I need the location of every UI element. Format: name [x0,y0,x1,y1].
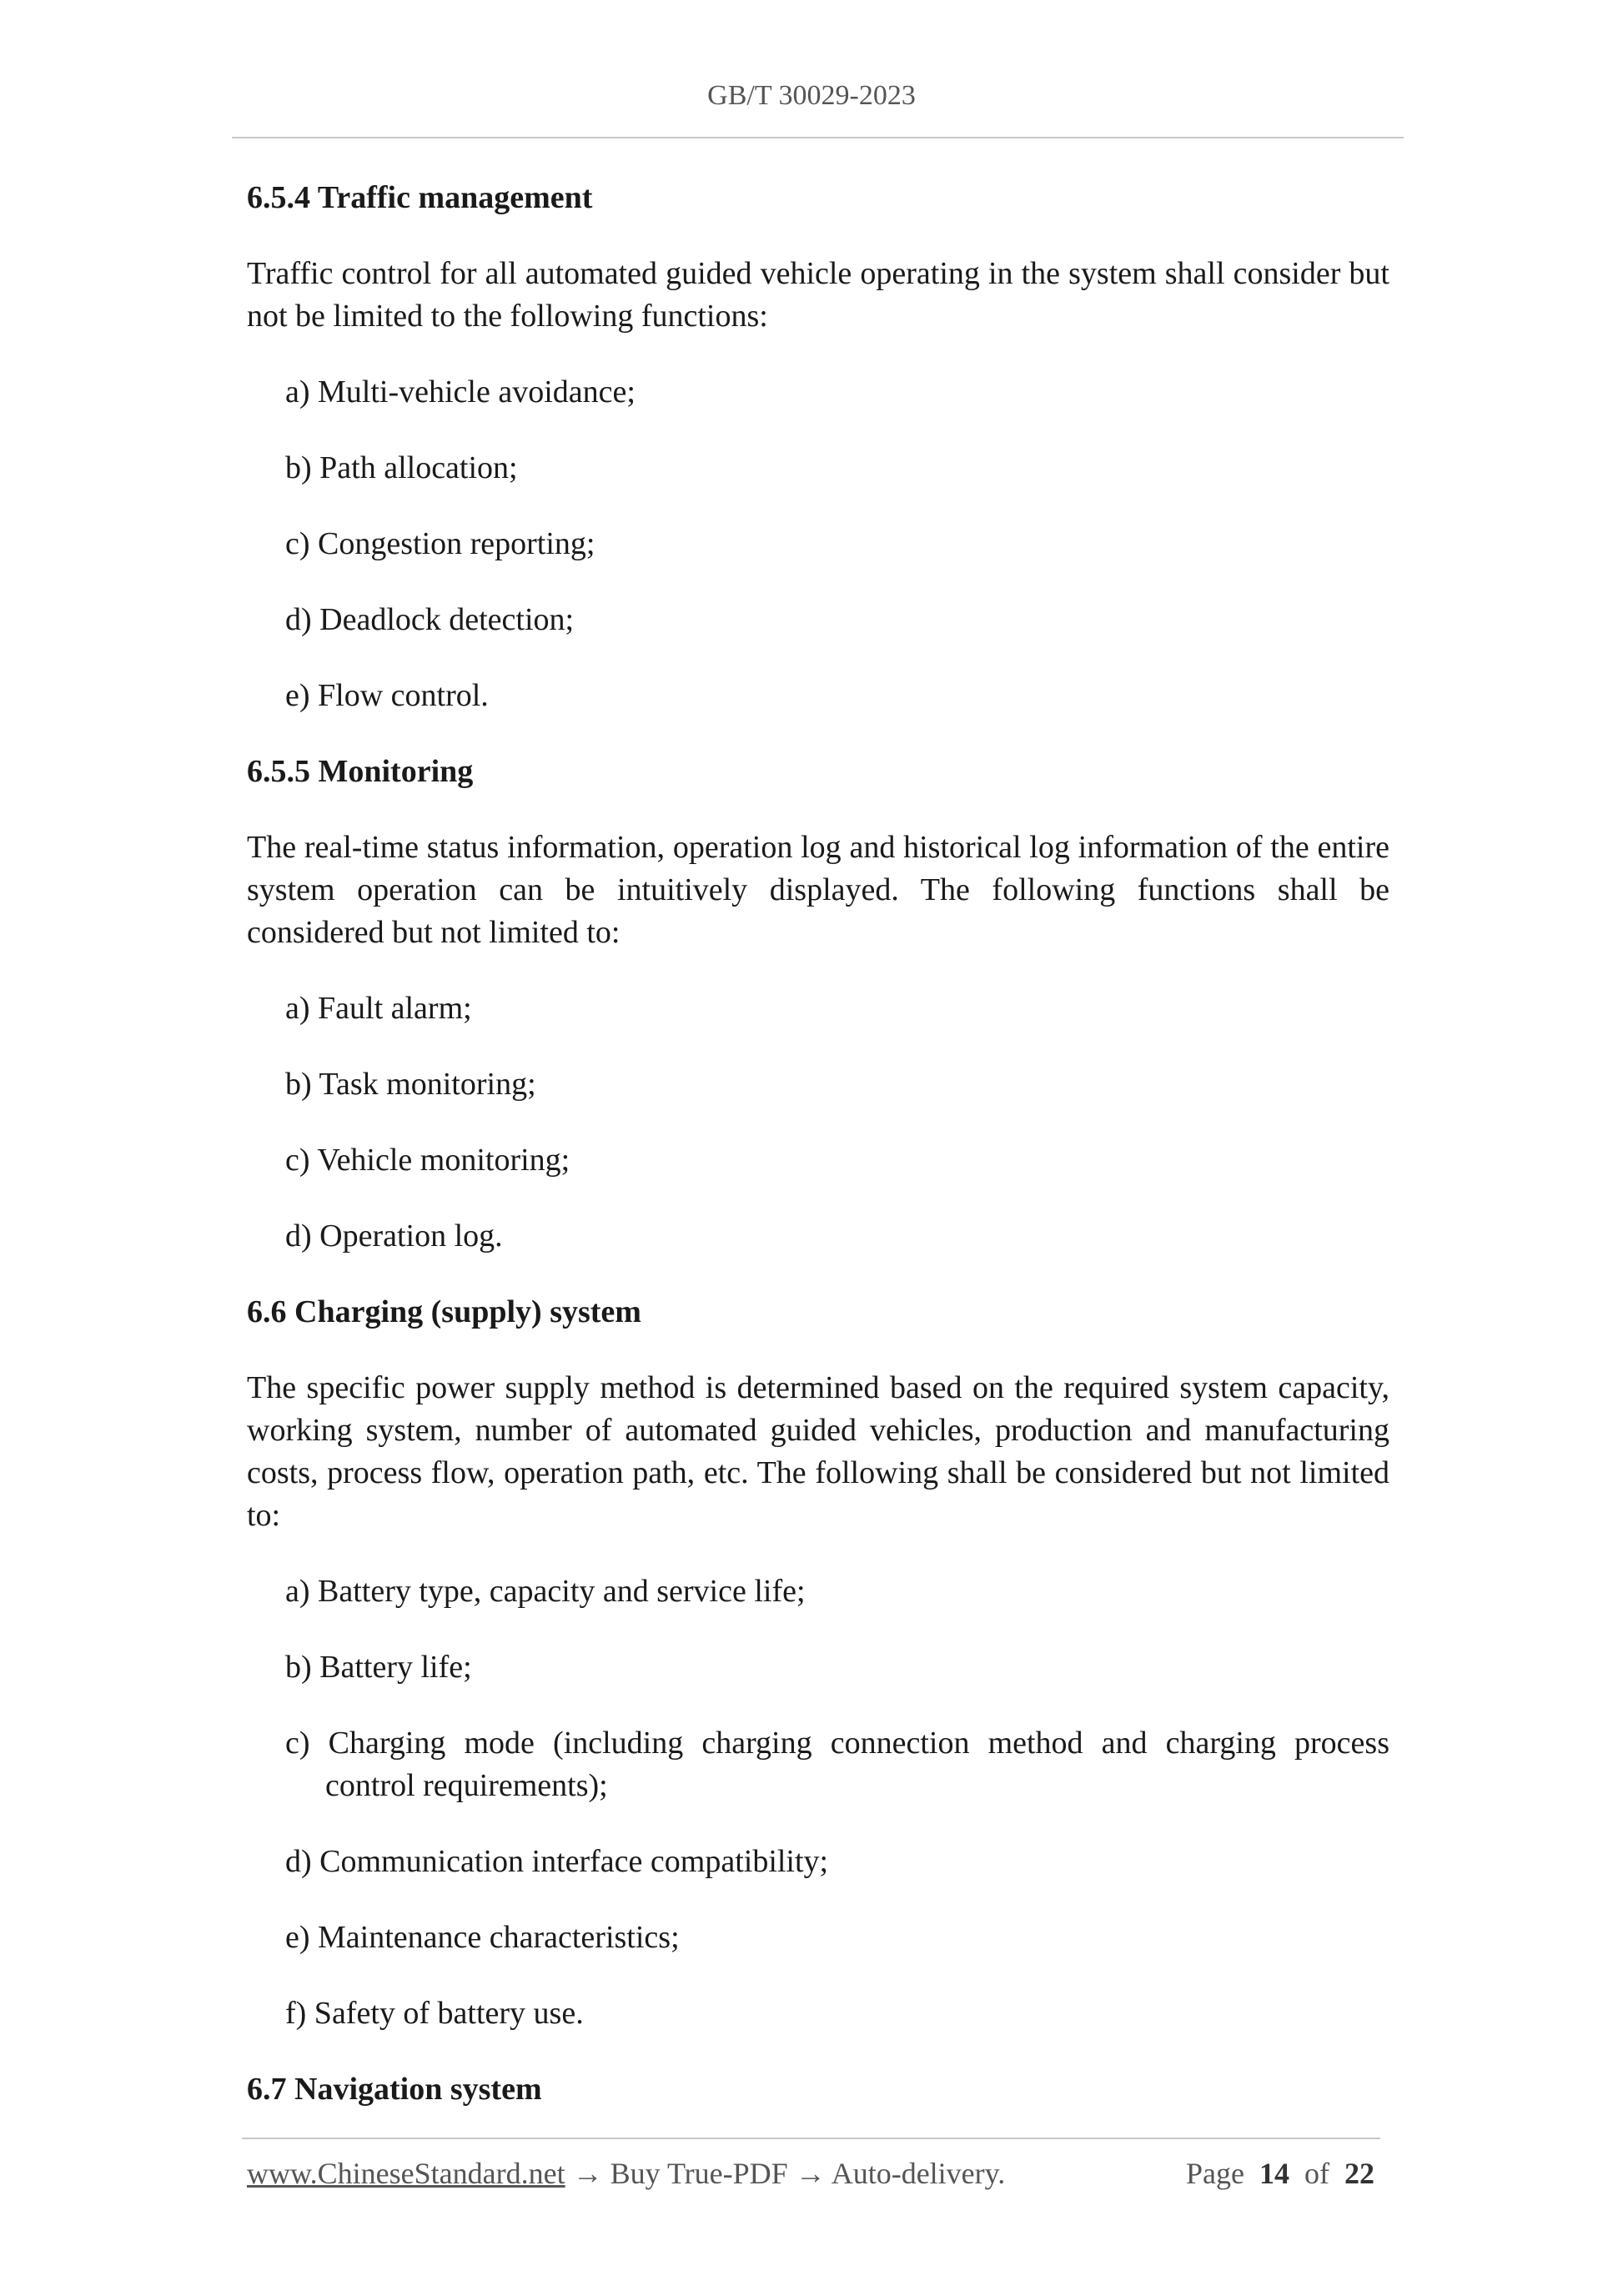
document-code-header: GB/T 30029-2023 [707,80,916,111]
document-body [247,167,1389,2144]
list-item: c) Congestion reporting; [285,526,595,561]
list-item: a) Battery type, capacity and service life; [285,1574,806,1609]
page-label: Page [1186,2157,1244,2190]
header-divider [232,137,1404,138]
footer-divider [242,2138,1380,2139]
list-item: c) Charging mode (including charging connection method and charging process control requirements); [285,1726,1389,1803]
list-item: e) Flow control. [285,678,489,713]
list-item: a) Fault alarm; [285,991,472,1026]
section-paragraph: The specific power supply method is determined based on the required system capacity, working system, number of automated guided vehicles, production and manufacturing costs, process flow, operation path, etc. The following shall be considered but not limited to: [247,1370,1389,1533]
section-heading-monitoring: 6.5.5 Monitoring [247,754,474,789]
page-of-label: of [1304,2157,1329,2190]
section-paragraph: Traffic control for all automated guided vehicle operating in the system shall consider but not be limited to the following functions: [247,256,1389,334]
page-current: 14 [1259,2157,1289,2190]
section-heading-navigation-system: 6.7 Navigation system [247,2072,542,2107]
list-item: e) Maintenance characteristics; [285,1920,680,1955]
list-item: d) Operation log. [285,1218,503,1254]
arrow-right-icon: → [572,2157,603,2190]
chinesestandard-link[interactable]: www.ChineseStandard.net [247,2157,565,2190]
buy-true-pdf-text: Buy True-PDF [610,2157,788,2190]
list-item: d) Communication interface compatibility; [285,1844,829,1879]
list-item: c) Vehicle monitoring; [285,1143,570,1178]
page-number [1186,2156,1374,2191]
section-heading-traffic-management: 6.5.4 Traffic management [247,180,593,215]
auto-delivery-text: Auto-delivery. [831,2157,1006,2190]
page-total: 22 [1344,2157,1374,2190]
list-item: a) Multi-vehicle avoidance; [285,374,636,409]
arrow-right-icon: → [795,2157,826,2190]
section-heading-charging-system: 6.6 Charging (supply) system [247,1294,641,1329]
list-item: b) Task monitoring; [285,1067,536,1102]
list-item: b) Path allocation; [285,450,518,485]
list-item: d) Deadlock detection; [285,602,575,637]
list-item: f) Safety of battery use. [285,1996,584,2031]
footer-promo [247,2156,1005,2191]
section-paragraph: The real-time status information, operation log and historical log information of the entire system operation can be intuitively displayed. The following functions shall be considered but not limited to: [247,830,1389,950]
list-item: b) Battery life; [285,1650,472,1685]
